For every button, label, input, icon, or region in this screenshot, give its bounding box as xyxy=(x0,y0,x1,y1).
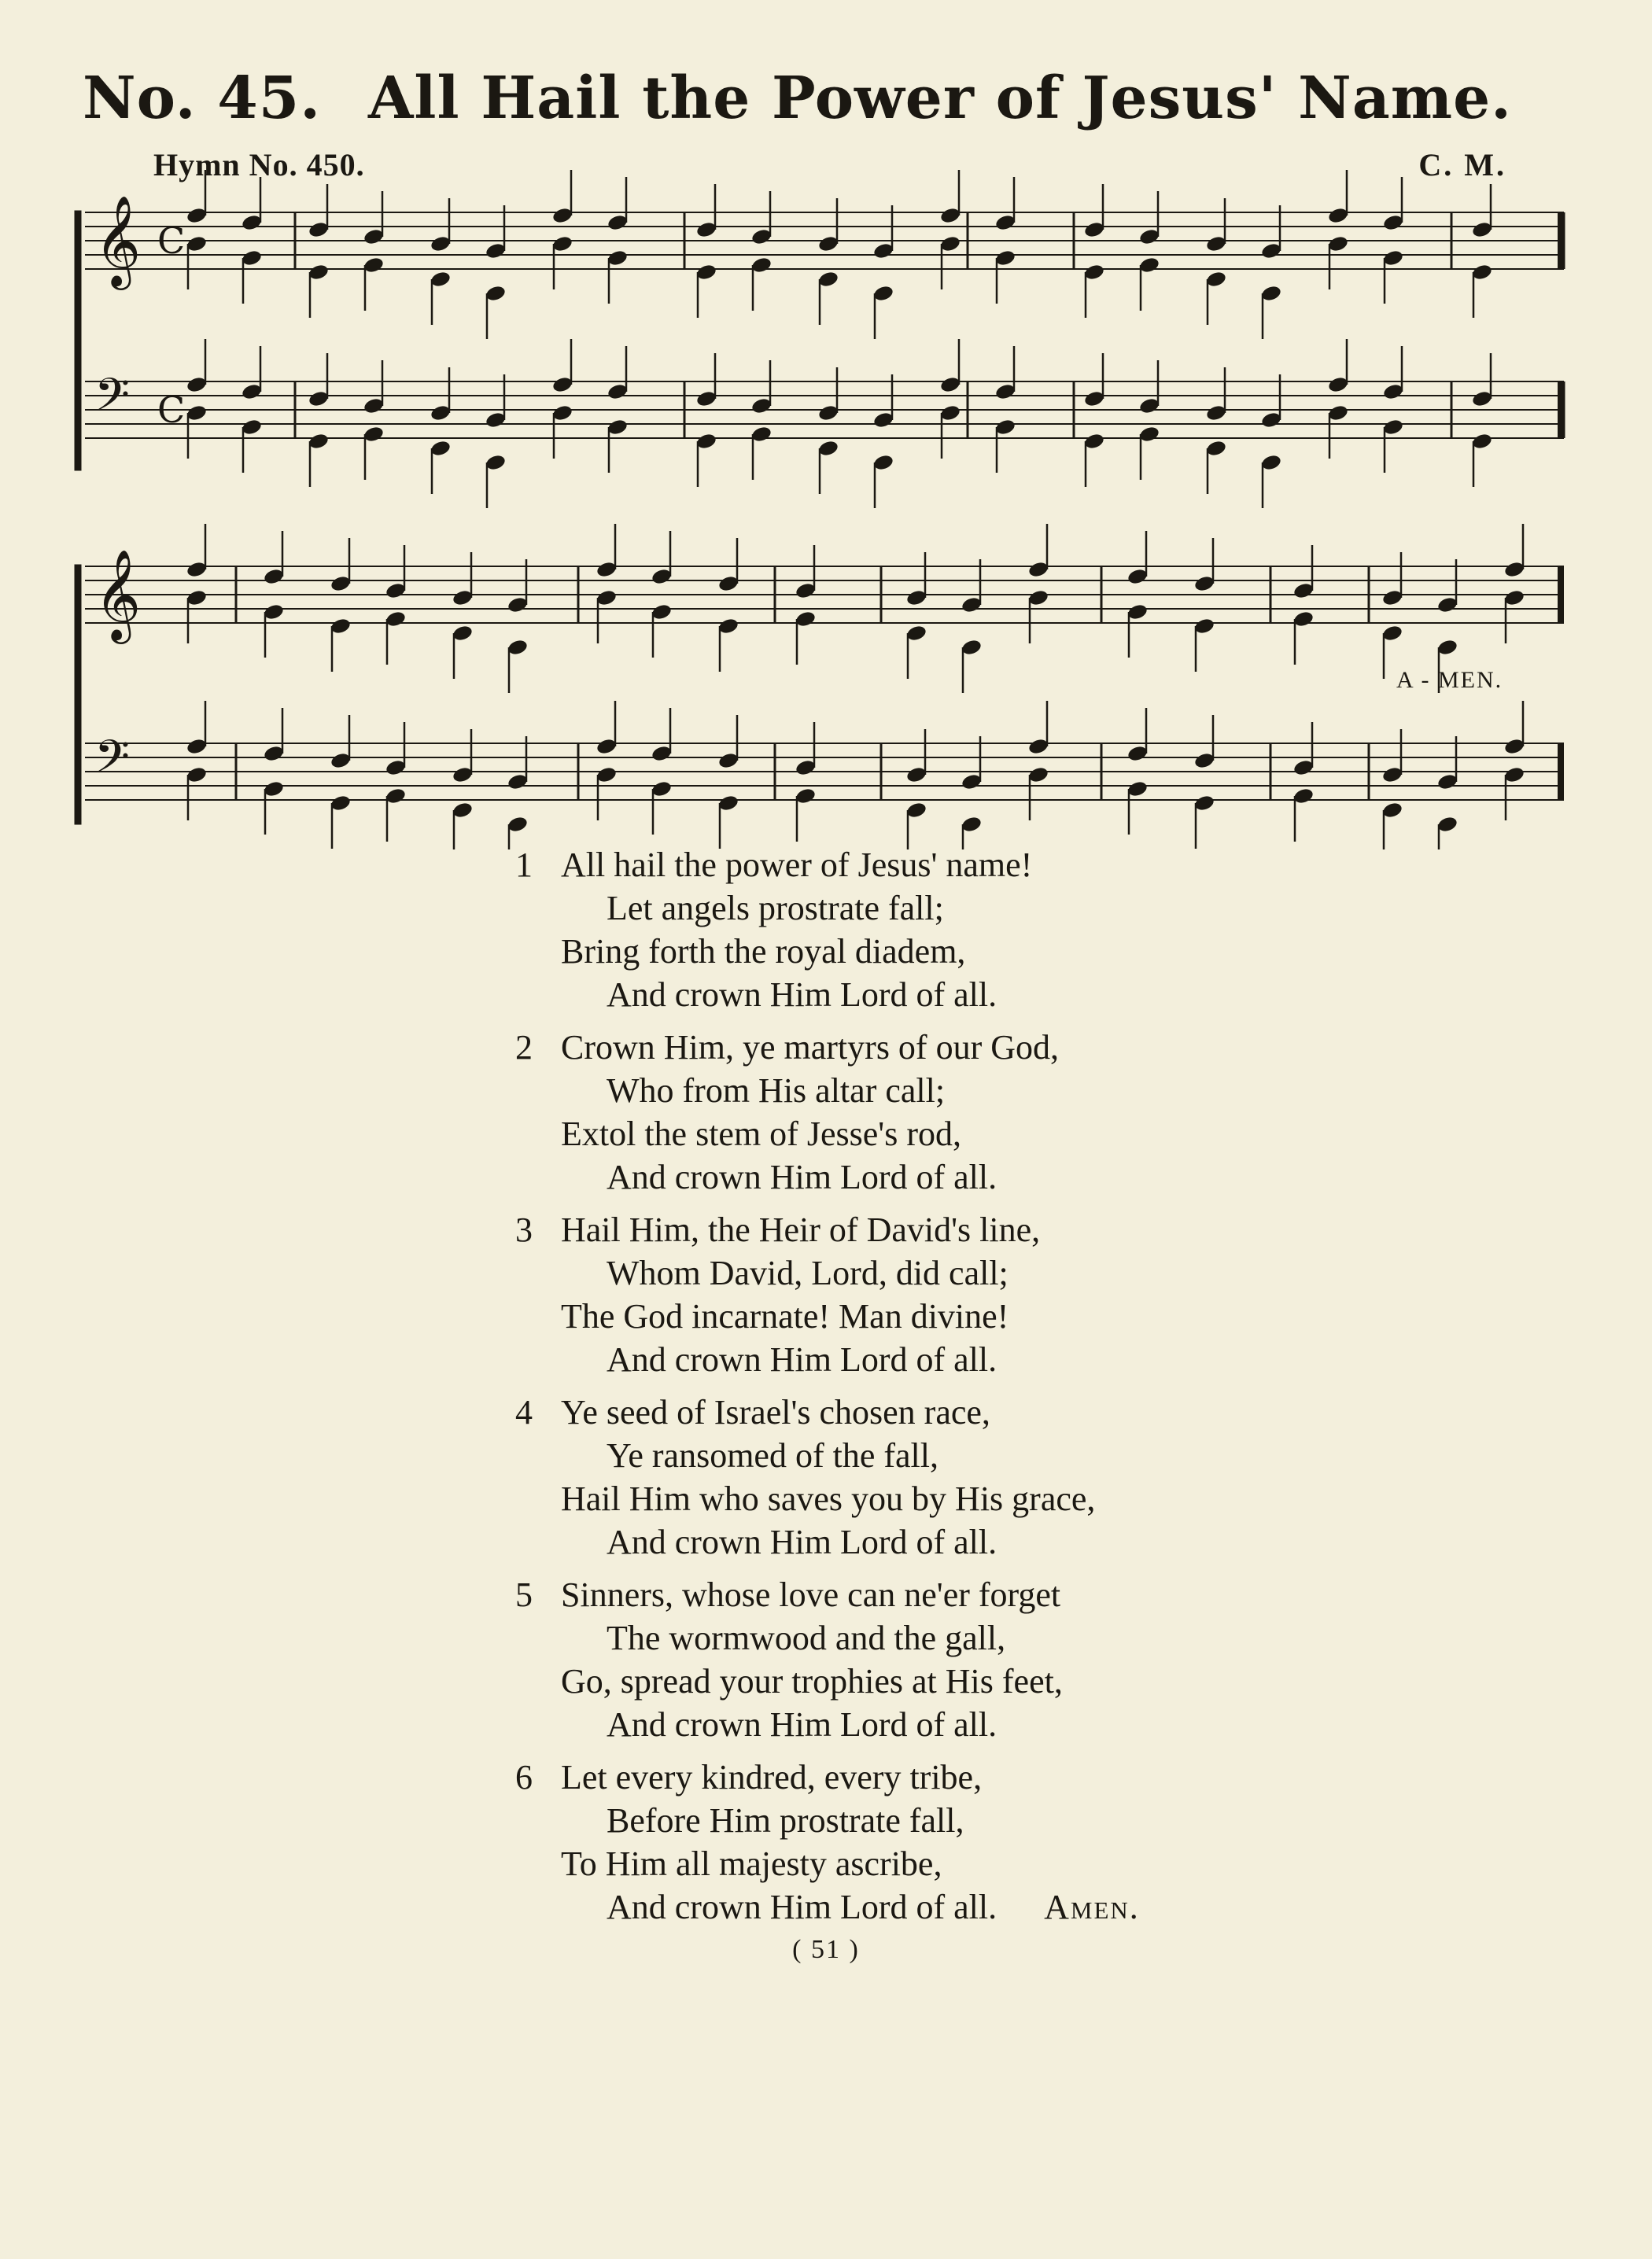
hymn-reference: Hymn No. 450. xyxy=(153,147,365,182)
page-number: ( 51 ) xyxy=(792,1935,860,1964)
verse-line: And crown Him Lord of all. xyxy=(607,1705,997,1744)
verse-line: Who from His altar call; xyxy=(607,1071,946,1110)
verse-line: And crown Him Lord of all. xyxy=(607,1158,997,1196)
verse-line: Hail Him who saves you by His grace, xyxy=(561,1480,1096,1518)
verse-1 xyxy=(515,843,1302,1016)
verse-number: 3 xyxy=(515,1211,533,1249)
hymn-number: No. 45. xyxy=(83,64,321,132)
verse-line: The God incarnate! Man divine! xyxy=(561,1297,1009,1336)
verse-4 xyxy=(515,1391,1302,1564)
verse-line: And crown Him Lord of all. xyxy=(607,1340,997,1379)
verse-line: Crown Him, ye martyrs of our God, xyxy=(561,1028,1060,1067)
system-bracket xyxy=(75,211,81,470)
hymn-title: All Hail the Power of Jesus' Name. xyxy=(367,64,1512,132)
verse-6 xyxy=(515,1756,1302,1929)
verse-line: And crown Him Lord of all. xyxy=(607,975,997,1014)
amen-closing: Amen. xyxy=(1044,1888,1140,1926)
treble-clef-icon: 𝄞 xyxy=(94,548,142,640)
verse-line: The wormwood and the gall, xyxy=(607,1619,1006,1657)
final-bar-line xyxy=(1558,566,1564,624)
verse-number: 4 xyxy=(515,1393,533,1432)
verse-line: Whom David, Lord, did call; xyxy=(607,1254,1009,1292)
verses xyxy=(515,843,1302,1938)
bass-clef-icon: 𝄢 xyxy=(94,368,131,433)
verse-2 xyxy=(515,1026,1302,1199)
verse-line: And crown Him Lord of all. xyxy=(607,1523,997,1561)
verse-number: 5 xyxy=(515,1575,533,1614)
verse-number: 6 xyxy=(515,1758,533,1797)
music-score xyxy=(0,0,1652,849)
amen-lyric: A - MEN. xyxy=(1396,667,1503,693)
verse-line: Sinners, whose love can ne'er forget xyxy=(561,1575,1061,1614)
final-bar-line xyxy=(1558,212,1564,270)
treble-clef-icon: 𝄞 xyxy=(94,194,142,286)
verse-line: All hail the power of Jesus' name! xyxy=(561,846,1033,884)
verse-line: Go, spread your trophies at His feet, xyxy=(561,1662,1063,1701)
bass-clef-icon: 𝄢 xyxy=(94,730,131,794)
verse-line: Extol the stem of Jesse's rod, xyxy=(561,1115,961,1153)
verse-number: 2 xyxy=(515,1028,533,1067)
verse-line: Before Him prostrate fall, xyxy=(607,1801,964,1840)
meter-indicator: C. M. xyxy=(1418,147,1506,182)
verse-number: 1 xyxy=(515,846,533,884)
verse-line: Bring forth the royal diadem, xyxy=(561,932,966,971)
final-bar-line xyxy=(1558,381,1564,439)
time-signature-icon: C xyxy=(157,389,186,431)
verse-5 xyxy=(515,1573,1302,1746)
verse-line: Let every kindred, every tribe, xyxy=(561,1758,983,1797)
final-bar-line xyxy=(1558,743,1564,801)
verse-line xyxy=(515,1885,1302,1929)
verse-line: Ye ransomed of the fall, xyxy=(607,1436,938,1475)
verse-line-text: And crown Him Lord of all. xyxy=(607,1888,997,1926)
verse-line: To Him all majesty ascribe, xyxy=(561,1844,942,1883)
verse-line: Hail Him, the Heir of David's line, xyxy=(561,1211,1041,1249)
verse-line: Ye seed of Israel's chosen race, xyxy=(561,1393,990,1432)
verse-line: Let angels prostrate fall; xyxy=(607,889,944,927)
time-signature-icon: C xyxy=(157,219,186,262)
system-bracket xyxy=(75,565,81,824)
verse-3 xyxy=(515,1208,1302,1381)
